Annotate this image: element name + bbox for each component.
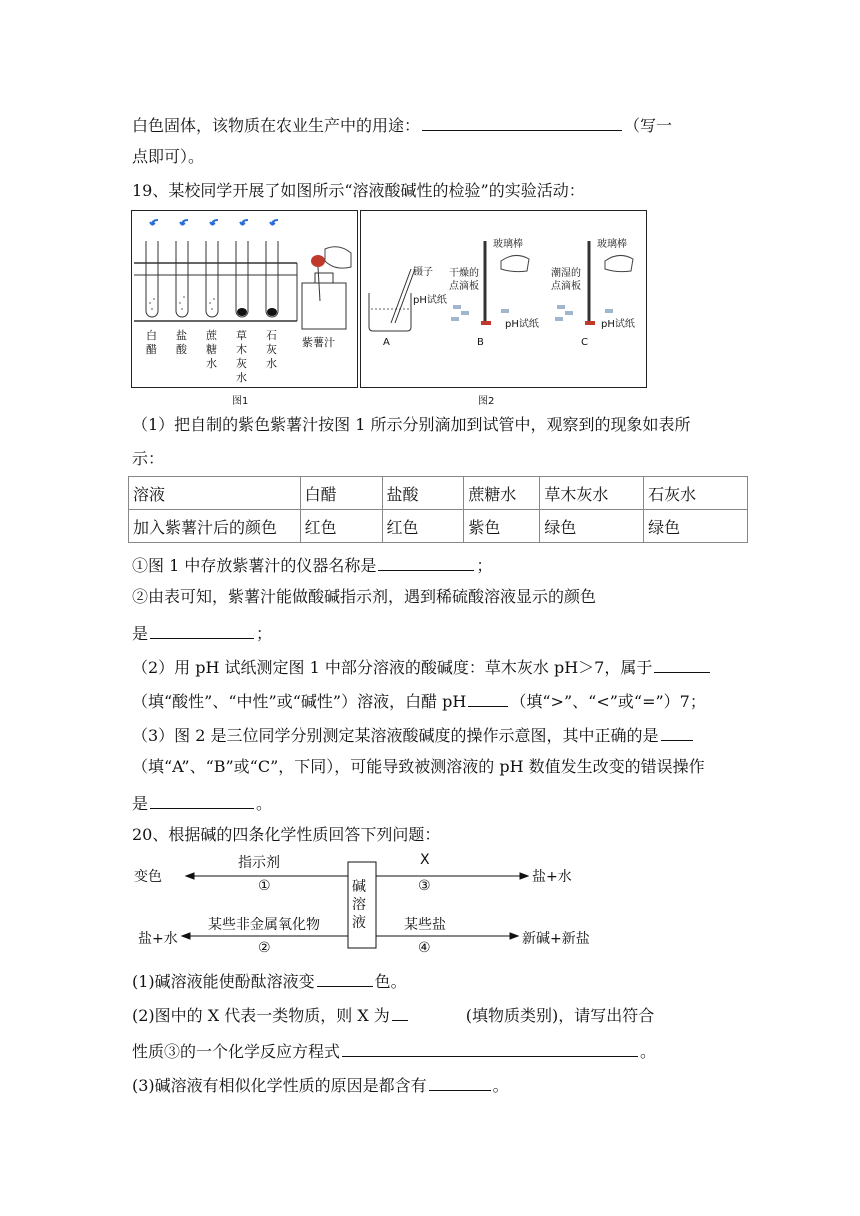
figure-1	[131, 210, 358, 388]
label-c: C	[581, 337, 588, 348]
observation-table	[128, 476, 748, 543]
answer-blank[interactable]	[392, 1002, 408, 1021]
q19-p3-line1: （3）图 2 是三位同学分别测定某溶液酸碱度的操作示意图，其中正确的是	[132, 722, 695, 747]
label-dry-plate: 干燥的点滴板	[449, 268, 479, 292]
answer-blank[interactable]	[654, 654, 710, 673]
base-properties-diagram	[134, 852, 614, 958]
num-3: ③	[418, 878, 431, 894]
q19-p2-line1: （2）用 pH 试纸测定图 1 中部分溶液的酸碱度：草木灰水 pH＞7，属于	[132, 654, 712, 679]
num-4: ④	[418, 940, 431, 956]
table-cell: 紫色	[464, 510, 540, 543]
answer-blank[interactable]	[150, 790, 254, 809]
tube-label-4: 草木灰水	[236, 329, 247, 384]
table-cell: 石灰水	[644, 477, 748, 510]
q18-line2: 点即可）。	[132, 147, 205, 166]
q20-s1: (1)碱溶液能使酚酞溶液变 色。	[132, 968, 407, 993]
table-cell: 白醋	[300, 477, 382, 510]
answer-blank[interactable]	[468, 688, 508, 707]
q20-intro: 20、根据碱的四条化学性质回答下列问题：	[132, 825, 441, 844]
q18-line1: 白色固体，该物质在农业生产中的用途： （写一	[132, 112, 672, 137]
label-ph-paper-b: pH试纸	[505, 319, 539, 330]
bottle-label: 紫薯汁	[302, 336, 335, 349]
result-color-change: 变色	[134, 869, 162, 885]
num-1: ①	[258, 878, 271, 894]
q19-s2-line1: ②由表可知，紫薯汁能做酸碱指示剂，遇到稀硫酸溶液显示的颜色	[132, 587, 597, 606]
answer-blank[interactable]	[661, 722, 693, 741]
table-row	[129, 477, 748, 510]
diagram-center: 碱溶液	[352, 879, 366, 931]
answer-blank[interactable]	[378, 552, 474, 571]
q19-s2-line2: 是 ；	[132, 620, 272, 645]
result-new-base-salt: 新碱+新盐	[522, 931, 590, 947]
label-ph-paper-a: pH试纸	[413, 295, 447, 306]
label-nonmetal-oxide: 某些非金属氧化物	[208, 917, 320, 933]
label-rod-c: 玻璃棒	[597, 239, 627, 250]
table-cell: 绿色	[644, 510, 748, 543]
label-rod-b: 玻璃棒	[493, 239, 523, 250]
row-header: 加入紫薯汁后的颜色	[129, 510, 301, 543]
table-cell: 蔗糖水	[464, 477, 540, 510]
q19-p3-line2: （填“A”、“B”或“C”，下同），可能导致被测溶液的 pH 数值发生改变的错误操作	[132, 757, 705, 776]
answer-blank[interactable]	[150, 620, 254, 639]
figure-2-caption: 图2	[478, 396, 495, 407]
q19-intro: 19、某校同学开展了如图所示“溶液酸碱性的检验”的实验活动：	[132, 181, 585, 200]
label-some-salts: 某些盐	[404, 917, 446, 933]
q19-p3-line3: 是 。	[132, 790, 272, 815]
result-salt-water-1: 盐+水	[532, 869, 572, 885]
label-ph-paper-c: pH试纸	[601, 319, 635, 330]
label-a: A	[383, 337, 390, 348]
label-x: X	[420, 852, 430, 868]
table-cell: 红色	[300, 510, 382, 543]
table-row	[129, 510, 748, 543]
q19-s1: ①图 1 中存放紫薯汁的仪器名称是 ；	[132, 552, 492, 577]
answer-blank[interactable]	[429, 1072, 491, 1091]
label-wet-plate: 潮湿的点滴板	[551, 268, 581, 292]
q19-p1-line2: 示：	[132, 449, 165, 468]
label-tweezers: 镊子	[413, 267, 433, 278]
q20-s3: (3)碱溶液有相似化学性质的原因是都含有 。	[132, 1072, 509, 1097]
table-cell: 草木灰水	[540, 477, 644, 510]
figure-2	[360, 210, 647, 388]
label-b: B	[477, 337, 484, 348]
q20-s2-line2: 性质③的一个化学反应方程式 。	[132, 1038, 656, 1063]
result-salt-water-2: 盐+水	[138, 931, 178, 947]
q20-s2-line1: (2)图中的 X 代表一类物质，则 X 为 (填物质类别)，请写出符合	[132, 1002, 654, 1027]
tube-label-2: 盐酸	[176, 329, 187, 356]
answer-blank[interactable]	[422, 112, 622, 131]
label-indicator: 指示剂	[238, 855, 280, 871]
row-header: 溶液	[129, 477, 301, 510]
q19-p2-line2: （填“酸性”、“中性”或“碱性”）溶液，白醋 pH （填“>”、“<”或“=”）7；	[132, 688, 706, 713]
tube-label-1: 白醋	[146, 329, 157, 356]
answer-blank[interactable]	[317, 968, 373, 987]
answer-blank[interactable]	[342, 1038, 638, 1057]
num-2: ②	[258, 940, 271, 956]
table-cell: 红色	[382, 510, 464, 543]
table-cell: 盐酸	[382, 477, 464, 510]
tube-label-3: 蔗糖水	[206, 329, 217, 370]
tube-label-5: 石灰水	[266, 329, 277, 370]
q19-p1-line1: （1）把自制的紫色紫薯汁按图 1 所示分别滴加到试管中，观察到的现象如表所	[132, 415, 691, 434]
table-cell: 绿色	[540, 510, 644, 543]
figure-1-caption: 图1	[232, 396, 249, 407]
